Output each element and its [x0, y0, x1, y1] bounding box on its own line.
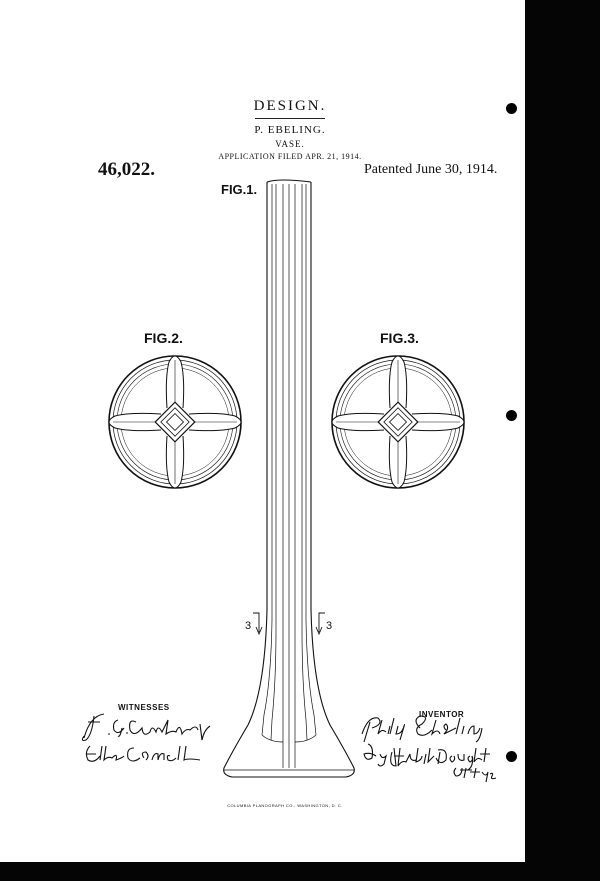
- design-title: VASE.: [275, 139, 305, 149]
- fig2-label: FIG.2.: [144, 330, 183, 346]
- witnesses-label: WITNESSES: [118, 703, 170, 712]
- inventor-label: INVENTOR: [419, 710, 465, 719]
- design-heading: DESIGN.: [253, 98, 327, 114]
- application-filed: APPLICATION FILED APR. 21, 1914.: [218, 152, 362, 161]
- inventor-header: P. EBELING.: [254, 124, 326, 136]
- patent-number: 46,022.: [98, 159, 155, 180]
- vase-elevation: [224, 180, 355, 777]
- fig2-vase-section: [109, 356, 241, 488]
- witness-signatures: [82, 714, 210, 761]
- patented-date: Patented June 30, 1914.: [364, 162, 498, 177]
- section-mark-left: 3: [245, 620, 252, 632]
- fig3-label: FIG.3.: [380, 330, 419, 346]
- fig3-vase-section: [332, 356, 464, 488]
- printer-footer: COLUMBIA PLANOGRAPH CO., WASHINGTON, D. C.: [227, 803, 343, 808]
- inventor-signatures: [362, 716, 496, 782]
- section-mark-right: 3: [326, 620, 333, 632]
- fig1-label: FIG.1.: [221, 182, 258, 197]
